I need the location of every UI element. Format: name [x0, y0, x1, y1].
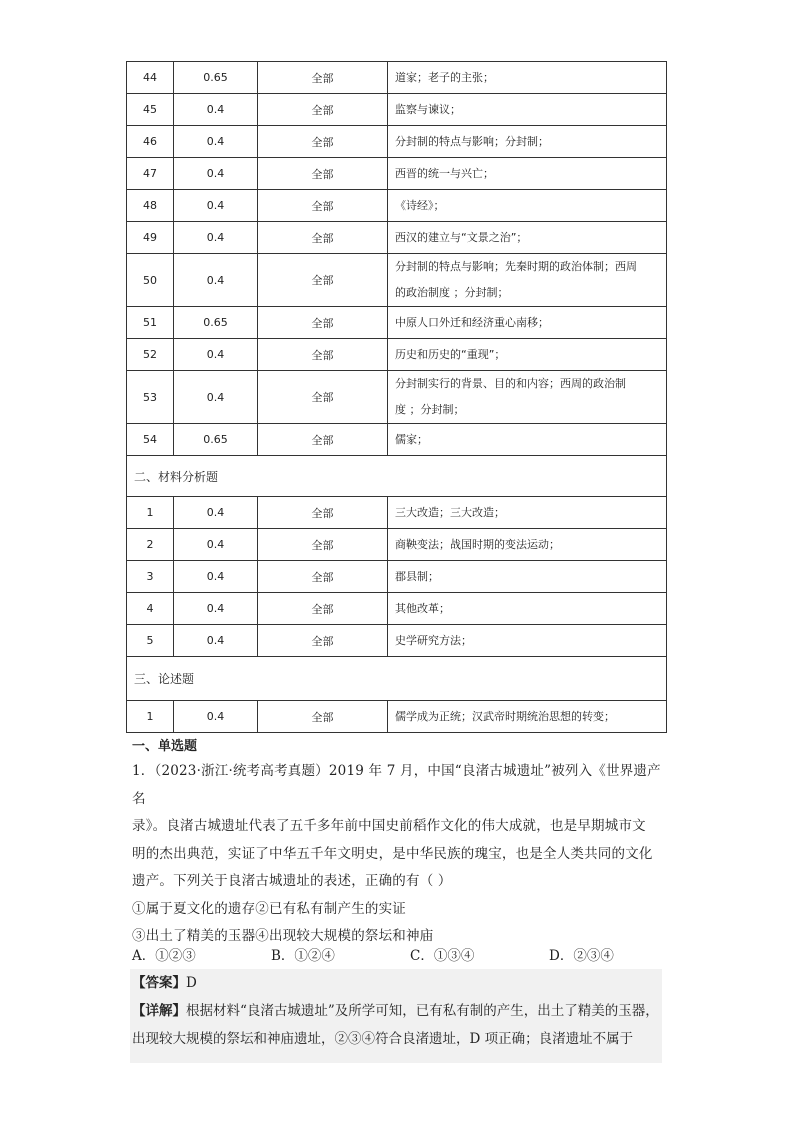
- knowledge-points: [388, 254, 667, 307]
- scope-cell: 全部: [258, 126, 388, 158]
- difficulty-score: 0.4: [174, 190, 258, 222]
- knowledge-points: 西晋的统一与兴亡；: [388, 158, 667, 190]
- knowledge-points: 历史和历史的“重现”；: [388, 339, 667, 371]
- answer-options: [132, 944, 662, 966]
- scope-cell: 全部: [258, 62, 388, 94]
- table-row: [127, 94, 667, 126]
- table-row: [127, 62, 667, 94]
- answer-block: [130, 969, 662, 1063]
- table-row: [127, 307, 667, 339]
- knowledge-points: 儒家；: [388, 424, 667, 456]
- scope-cell: 全部: [258, 222, 388, 254]
- difficulty-score: 0.4: [174, 222, 258, 254]
- knowledge-points: 道家；老子的主张；: [388, 62, 667, 94]
- section-heading-single-choice: 一、单选题: [132, 739, 198, 754]
- table-row: [127, 593, 667, 625]
- knowledge-points: 三大改造；三大改造；: [388, 497, 667, 529]
- detail-line: [132, 997, 660, 1025]
- statement-line: ①属于夏文化的遗存②已有私有制产生的实证: [132, 900, 406, 917]
- detail-line: 出现较大规模的祭坛和神庙遗址，②③④符合良渚遗址，D 项正确；良渚遗址不属于: [132, 1031, 634, 1047]
- difficulty-score: 0.65: [174, 424, 258, 456]
- table-row: [127, 158, 667, 190]
- question-line: 1．（2023·浙江·统考高考真题）2019 年 7 月，中国“良渚古城遗址”被列入《世界遗产名: [132, 763, 661, 807]
- question-number: 46: [127, 126, 174, 158]
- difficulty-score: 0.4: [174, 126, 258, 158]
- table-row: [127, 625, 667, 657]
- question-number: 3: [127, 561, 174, 593]
- table-row: [127, 339, 667, 371]
- knowledge-points: 儒学成为正统；汉武帝时期统治思想的转变；: [388, 701, 667, 733]
- table-row: [127, 529, 667, 561]
- scope-cell: 全部: [258, 497, 388, 529]
- scope-cell: 全部: [258, 625, 388, 657]
- option-c: C．①③④: [410, 948, 475, 964]
- option-d: D．②③④: [549, 948, 614, 964]
- difficulty-score: 0.4: [174, 529, 258, 561]
- knowledge-points: 中原人口外迁和经济重心南移；: [388, 307, 667, 339]
- question-number: 44: [127, 62, 174, 94]
- question-number: 51: [127, 307, 174, 339]
- question-line: 录》。良渚古城遗址代表了五千多年前中国史前稻作文化的伟大成就，也是早期城市文: [132, 818, 646, 834]
- scope-cell: 全部: [258, 424, 388, 456]
- question-stem: [132, 758, 662, 951]
- question-number: 48: [127, 190, 174, 222]
- table-row: [127, 497, 667, 529]
- table-row: [127, 254, 667, 307]
- question-number: 1: [127, 701, 174, 733]
- knowledge-points: 其他改革；: [388, 593, 667, 625]
- table-row: [127, 126, 667, 158]
- knowledge-points-line: 的政治制度 ；分封制；: [395, 286, 509, 299]
- difficulty-score: 0.4: [174, 371, 258, 424]
- question-number: 52: [127, 339, 174, 371]
- answer-value: D: [186, 975, 197, 991]
- scope-cell: 全部: [258, 190, 388, 222]
- knowledge-points: 商鞅变法；战国时期的变法运动；: [388, 529, 667, 561]
- table-row: [127, 222, 667, 254]
- difficulty-score: 0.4: [174, 701, 258, 733]
- scope-cell: 全部: [258, 339, 388, 371]
- knowledge-points: 监察与谏议；: [388, 94, 667, 126]
- scope-cell: 全部: [258, 94, 388, 126]
- question-number: 1: [127, 497, 174, 529]
- question-number: 54: [127, 424, 174, 456]
- statement-line: ③出土了精美的玉器④出现较大规模的祭坛和神庙: [132, 928, 434, 944]
- difficulty-score: 0.65: [174, 307, 258, 339]
- knowledge-points: [388, 371, 667, 424]
- difficulty-score: 0.4: [174, 561, 258, 593]
- section-title-essay: 三、论述题: [127, 657, 667, 701]
- question-line: 遗产。下列关于良渚古城遗址的表述，正确的有（ ）: [132, 873, 452, 889]
- question-number: 5: [127, 625, 174, 657]
- section-header-row: [127, 456, 667, 497]
- difficulty-score: 0.4: [174, 94, 258, 126]
- knowledge-points-line: 分封制实行的背景、目的和内容；西周的政治制: [395, 377, 626, 390]
- option-b: B．①②④: [271, 948, 335, 964]
- question-number: 53: [127, 371, 174, 424]
- detail-label: 【详解】: [132, 1003, 186, 1019]
- question-number: 47: [127, 158, 174, 190]
- knowledge-point-table: [126, 61, 667, 733]
- scope-cell: 全部: [258, 254, 388, 307]
- knowledge-points-line: 分封制的特点与影响；先秦时期的政治体制；西周: [395, 260, 637, 273]
- option-a: A．①②③: [132, 948, 196, 964]
- scope-cell: 全部: [258, 593, 388, 625]
- question-number: 45: [127, 94, 174, 126]
- scope-cell: 全部: [258, 158, 388, 190]
- difficulty-score: 0.65: [174, 62, 258, 94]
- table-row: [127, 190, 667, 222]
- table-row: [127, 561, 667, 593]
- answer-line: [132, 969, 660, 997]
- table-row: [127, 371, 667, 424]
- difficulty-score: 0.4: [174, 625, 258, 657]
- difficulty-score: 0.4: [174, 593, 258, 625]
- detail-text: 根据材料“良渚古城遗址”及所学可知，已有私有制的产生，出土了精美的玉器，: [186, 1003, 659, 1019]
- scope-cell: 全部: [258, 561, 388, 593]
- section-header-row: [127, 657, 667, 701]
- scope-cell: 全部: [258, 371, 388, 424]
- question-number: 49: [127, 222, 174, 254]
- difficulty-score: 0.4: [174, 254, 258, 307]
- question-line: 明的杰出典范，实证了中华五千年文明史，是中华民族的瑰宝，也是全人类共同的文化: [132, 845, 653, 862]
- knowledge-points: 《诗经》；: [388, 190, 667, 222]
- section-title-material-analysis: 二、材料分析题: [127, 456, 667, 497]
- question-number: 4: [127, 593, 174, 625]
- table-row: [127, 701, 667, 733]
- difficulty-score: 0.4: [174, 497, 258, 529]
- question-number: 50: [127, 254, 174, 307]
- difficulty-score: 0.4: [174, 339, 258, 371]
- table-row: [127, 424, 667, 456]
- answer-label: 【答案】: [132, 975, 186, 991]
- scope-cell: 全部: [258, 701, 388, 733]
- knowledge-points: 史学研究方法；: [388, 625, 667, 657]
- question-number: 2: [127, 529, 174, 561]
- scope-cell: 全部: [258, 529, 388, 561]
- difficulty-score: 0.4: [174, 158, 258, 190]
- knowledge-points: 西汉的建立与“文景之治”；: [388, 222, 667, 254]
- knowledge-points-line: 度 ；分封制；: [395, 403, 465, 416]
- knowledge-points: 郡县制；: [388, 561, 667, 593]
- knowledge-points: 分封制的特点与影响；分封制；: [388, 126, 667, 158]
- scope-cell: 全部: [258, 307, 388, 339]
